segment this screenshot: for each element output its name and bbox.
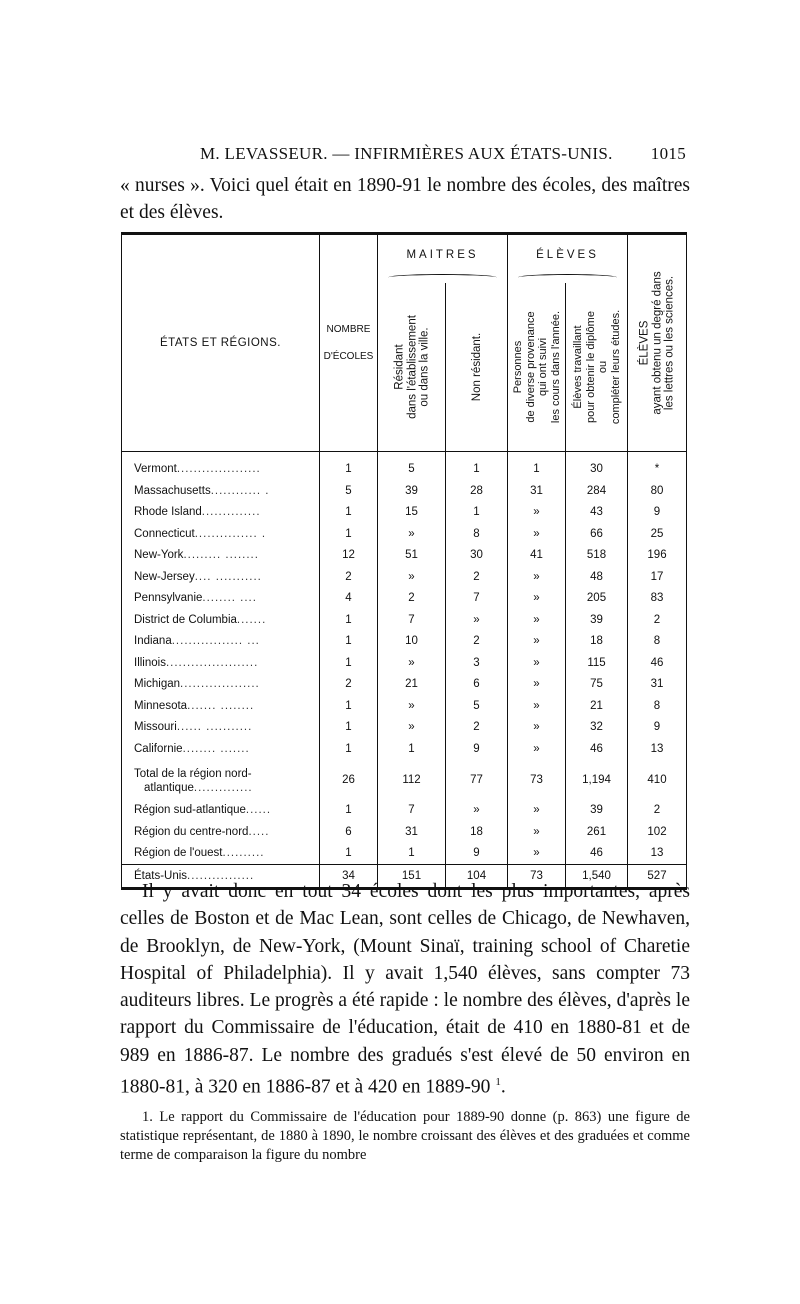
cell-maitres-non-resident: 104 bbox=[446, 865, 508, 889]
cell-eleves-personnes: » bbox=[508, 821, 566, 843]
table-row-californie bbox=[122, 738, 687, 760]
cell-eleves-personnes: » bbox=[508, 843, 566, 865]
cell-maitres-resident: » bbox=[378, 652, 446, 674]
row-label: District de Columbia....... bbox=[122, 609, 320, 631]
cell-eleves-travaillant: 48 bbox=[566, 566, 628, 588]
cell-ecoles: 1 bbox=[320, 738, 378, 760]
intro-paragraph: « nurses ». Voici quel était en 1890-91 le nombre des écoles, des maîtres et des élèves. bbox=[120, 175, 690, 223]
header-states-regions bbox=[122, 234, 320, 452]
cell-maitres-resident: 7 bbox=[378, 800, 446, 822]
cell-eleves-personnes: » bbox=[508, 631, 566, 653]
running-head-title: M. LEVASSEUR. — INFIRMIÈRES AUX ÉTATS-UNIS. bbox=[200, 144, 613, 163]
cell-eleves-personnes: » bbox=[508, 695, 566, 717]
table-row-sud-atlantique bbox=[122, 800, 687, 822]
table-row-ouest bbox=[122, 843, 687, 865]
header-travaillant-line2: pour obtenir le diplôme bbox=[584, 310, 596, 423]
cell-eleves-personnes: » bbox=[508, 523, 566, 545]
row-label: Massachusetts............ . bbox=[122, 480, 320, 502]
cell-eleves-degre: 17 bbox=[628, 566, 687, 588]
cell-maitres-non-resident: 2 bbox=[446, 631, 508, 653]
header-resident-line3: ou dans la ville. bbox=[417, 327, 430, 407]
cell-maitres-resident: » bbox=[378, 566, 446, 588]
cell-eleves-personnes: 73 bbox=[508, 865, 566, 889]
cell-eleves-degre: 2 bbox=[628, 609, 687, 631]
header-travaillant-line4: compléter leurs études. bbox=[609, 309, 621, 424]
cell-ecoles: 1 bbox=[320, 717, 378, 739]
cell-eleves-degre: 46 bbox=[628, 652, 687, 674]
statistics-table bbox=[121, 232, 687, 890]
cell-maitres-non-resident: 5 bbox=[446, 695, 508, 717]
cell-eleves-travaillant: 43 bbox=[566, 502, 628, 524]
table-row-michigan bbox=[122, 674, 687, 696]
cell-eleves-travaillant: 18 bbox=[566, 631, 628, 653]
cell-eleves-personnes: » bbox=[508, 502, 566, 524]
row-label: Illinois...................... bbox=[122, 652, 320, 674]
cell-ecoles: 1 bbox=[320, 800, 378, 822]
cell-eleves-personnes: 1 bbox=[508, 451, 566, 480]
header-travaillant-line1: Élèves travaillant bbox=[571, 325, 584, 409]
row-label: Pennsylvanie........ .... bbox=[122, 588, 320, 610]
cell-eleves-degre: 8 bbox=[628, 631, 687, 653]
footnote-text: 1. Le rapport du Commissaire de l'éducation pour 1889-90 donne (p. 863) une figure de statistique représentant, de 1880 à 1890, le nombre croissant des élèves et des graduées et comme terme de comparaison la figure du nombre bbox=[120, 1109, 690, 1163]
cell-maitres-non-resident: » bbox=[446, 800, 508, 822]
cell-eleves-personnes: 73 bbox=[508, 760, 566, 800]
cell-ecoles: 1 bbox=[320, 502, 378, 524]
header-degre-line2: ayant obtenu un degré dans bbox=[650, 271, 663, 415]
header-states-label: ÉTATS ET RÉGIONS. bbox=[160, 336, 281, 349]
cell-ecoles: 6 bbox=[320, 821, 378, 843]
cell-ecoles: 34 bbox=[320, 865, 378, 889]
cell-maitres-resident: 15 bbox=[378, 502, 446, 524]
body-paragraph: Il y avait donc en tout 34 écoles dont les plus importantes, après celles de Boston et de Mac Lean, sont celles de Chicago, de Newhaven, de Brooklyn, de New-York, (Mount Sinaï, training school of Charetie Hospital of Philadelphia). Il y avait 1,540 élèves, sans compter 73 auditeurs libres. Le progrès a été rapide : le nombre des élèves, d'après le rapport du Commissaire de l'éducation, était de 410 en 1880-81 et de 989 en 1886-87. Le nombre des gradués s'est élevé de 50 environ en 1880-81, à 320 en 1886-87 et à 420 en 1889-90 $^1$. bbox=[120, 881, 690, 1098]
cell-maitres-resident: 2 bbox=[378, 588, 446, 610]
row-label: Rhode Island.............. bbox=[122, 502, 320, 524]
header-nombre-line2: D'ÉCOLES bbox=[323, 350, 374, 362]
cell-eleves-personnes: » bbox=[508, 738, 566, 760]
brace-maitres bbox=[388, 274, 496, 281]
table-row-minnesota bbox=[122, 695, 687, 717]
cell-eleves-travaillant: 1,540 bbox=[566, 865, 628, 889]
cell-eleves-travaillant: 75 bbox=[566, 674, 628, 696]
cell-maitres-non-resident: 28 bbox=[446, 480, 508, 502]
cell-eleves-degre: 8 bbox=[628, 695, 687, 717]
cell-eleves-degre: 102 bbox=[628, 821, 687, 843]
cell-ecoles: 5 bbox=[320, 480, 378, 502]
cell-eleves-personnes: » bbox=[508, 800, 566, 822]
cell-eleves-travaillant: 46 bbox=[566, 738, 628, 760]
table-row-district-columbia bbox=[122, 609, 687, 631]
cell-eleves-degre: 9 bbox=[628, 502, 687, 524]
cell-eleves-travaillant: 32 bbox=[566, 717, 628, 739]
header-travaillant-line3: ou bbox=[596, 360, 609, 373]
cell-ecoles: 1 bbox=[320, 451, 378, 480]
table-row-indiana bbox=[122, 631, 687, 653]
cell-maitres-resident: 31 bbox=[378, 821, 446, 843]
body-paragraph-text: Il y avait donc en tout 34 écoles dont les plus importantes, après celles de Boston et de Mac Lean, sont celles de Chicago, de Newhaven, de Brooklyn, de New-York, (Mount Sinaï, training school of Charetie Hospital of Philadelphia). Il y avait 1,540 élèves, sans compter 73 auditeurs libres. Le progrès a été rapide : le nombre des élèves, d'après le rapport du Commissaire de l'éducation, était de 410 en 1880-81 et de 989 en 1886-87. Le nombre des gradués s'est élevé de 50 environ en 1880-81, à 320 en 1886-87 et à 420 en 1889-90 bbox=[120, 881, 690, 1098]
cell-maitres-non-resident: 6 bbox=[446, 674, 508, 696]
cell-eleves-degre: 410 bbox=[628, 760, 687, 800]
table-row-missouri bbox=[122, 717, 687, 739]
cell-maitres-resident: 5 bbox=[378, 451, 446, 480]
cell-maitres-non-resident: 9 bbox=[446, 738, 508, 760]
header-maitres-group bbox=[378, 234, 508, 284]
header-resident-line2: dans l'établissement bbox=[405, 314, 418, 419]
table-row-massachusetts bbox=[122, 480, 687, 502]
header-personnes-line2: de diverse provenance bbox=[524, 311, 536, 423]
cell-maitres-non-resident: 7 bbox=[446, 588, 508, 610]
header-maitres-label: MAITRES bbox=[406, 249, 479, 261]
table-row-new-york bbox=[122, 545, 687, 567]
table-row-connecticut bbox=[122, 523, 687, 545]
cell-eleves-degre: 13 bbox=[628, 843, 687, 865]
cell-eleves-degre: 2 bbox=[628, 800, 687, 822]
cell-eleves-travaillant: 284 bbox=[566, 480, 628, 502]
cell-maitres-non-resident: 1 bbox=[446, 451, 508, 480]
cell-eleves-degre: 83 bbox=[628, 588, 687, 610]
cell-eleves-degre: 31 bbox=[628, 674, 687, 696]
row-label: Michigan................... bbox=[122, 674, 320, 696]
header-personnes-line1: Personnes bbox=[511, 340, 524, 394]
header-resident-line1: Résidant bbox=[392, 344, 405, 390]
header-eleves-travaillant bbox=[566, 283, 628, 451]
header-non-resident-label: Non résidant. bbox=[470, 332, 483, 401]
row-label: Région sud-atlantique...... bbox=[122, 800, 320, 822]
row-label: Vermont.................... bbox=[122, 451, 320, 480]
cell-eleves-travaillant: 39 bbox=[566, 800, 628, 822]
cell-eleves-travaillant: 518 bbox=[566, 545, 628, 567]
cell-eleves-personnes: » bbox=[508, 609, 566, 631]
cell-ecoles: 1 bbox=[320, 695, 378, 717]
cell-eleves-personnes: 41 bbox=[508, 545, 566, 567]
cell-ecoles: 4 bbox=[320, 588, 378, 610]
cell-maitres-non-resident: 1 bbox=[446, 502, 508, 524]
cell-maitres-resident: 112 bbox=[378, 760, 446, 800]
cell-eleves-degre: 527 bbox=[628, 865, 687, 889]
row-label: Région de l'ouest.......... bbox=[122, 843, 320, 865]
footnote bbox=[120, 1108, 690, 1165]
footnote-reference: 1 bbox=[495, 1076, 501, 1089]
cell-eleves-personnes: » bbox=[508, 674, 566, 696]
table-row-vermont bbox=[122, 451, 687, 480]
cell-maitres-non-resident: 77 bbox=[446, 760, 508, 800]
cell-maitres-resident: 51 bbox=[378, 545, 446, 567]
header-personnes-line3: qui ont suivi bbox=[536, 337, 549, 396]
table-row-pennsylvanie bbox=[122, 588, 687, 610]
table-row-new-jersey bbox=[122, 566, 687, 588]
cell-ecoles: 1 bbox=[320, 652, 378, 674]
table-row-rhode-island bbox=[122, 502, 687, 524]
row-label: Connecticut............... . bbox=[122, 523, 320, 545]
cell-eleves-travaillant: 1,194 bbox=[566, 760, 628, 800]
row-label: New-York......... ........ bbox=[122, 545, 320, 567]
page-number: 1015 bbox=[650, 144, 686, 163]
row-label: Indiana................. ... bbox=[122, 631, 320, 653]
cell-maitres-resident: 1 bbox=[378, 843, 446, 865]
header-degre-line1: ÉLÈVES bbox=[638, 320, 651, 366]
cell-maitres-non-resident: » bbox=[446, 609, 508, 631]
cell-ecoles: 1 bbox=[320, 609, 378, 631]
cell-eleves-personnes: » bbox=[508, 566, 566, 588]
cell-maitres-non-resident: 2 bbox=[446, 566, 508, 588]
table-row-total-nord-atlantique bbox=[122, 760, 687, 800]
cell-eleves-travaillant: 66 bbox=[566, 523, 628, 545]
table-row-illinois bbox=[122, 652, 687, 674]
header-maitres-resident bbox=[378, 283, 446, 451]
row-label: Minnesota....... ........ bbox=[122, 695, 320, 717]
cell-eleves-degre: 9 bbox=[628, 717, 687, 739]
cell-eleves-travaillant: 30 bbox=[566, 451, 628, 480]
cell-maitres-non-resident: 9 bbox=[446, 843, 508, 865]
cell-maitres-resident: » bbox=[378, 695, 446, 717]
brace-eleves bbox=[518, 274, 618, 281]
row-label: New-Jersey.... ........... bbox=[122, 566, 320, 588]
cell-ecoles: 2 bbox=[320, 566, 378, 588]
cell-maitres-non-resident: 2 bbox=[446, 717, 508, 739]
cell-maitres-resident: » bbox=[378, 523, 446, 545]
row-label: États-Unis................ bbox=[122, 865, 320, 889]
cell-eleves-travaillant: 115 bbox=[566, 652, 628, 674]
cell-eleves-degre: 13 bbox=[628, 738, 687, 760]
cell-maitres-resident: 10 bbox=[378, 631, 446, 653]
header-eleves-label: ÉLÈVES bbox=[536, 249, 599, 261]
cell-eleves-travaillant: 205 bbox=[566, 588, 628, 610]
cell-maitres-non-resident: 3 bbox=[446, 652, 508, 674]
row-label: Total de la région nord- atlantique.............. bbox=[122, 760, 320, 800]
cell-eleves-travaillant: 261 bbox=[566, 821, 628, 843]
cell-eleves-travaillant: 46 bbox=[566, 843, 628, 865]
header-nombre-line1: NOMBRE bbox=[326, 323, 371, 335]
cell-eleves-degre: * bbox=[628, 451, 687, 480]
cell-eleves-personnes: 31 bbox=[508, 480, 566, 502]
header-eleves-personnes bbox=[508, 283, 566, 451]
cell-eleves-personnes: » bbox=[508, 588, 566, 610]
cell-eleves-degre: 25 bbox=[628, 523, 687, 545]
header-personnes-line4: les cours dans l'année. bbox=[549, 310, 561, 423]
cell-maitres-resident: 39 bbox=[378, 480, 446, 502]
row-label: Missouri...... ........... bbox=[122, 717, 320, 739]
cell-ecoles: 1 bbox=[320, 631, 378, 653]
cell-maitres-resident: 7 bbox=[378, 609, 446, 631]
cell-maitres-non-resident: 18 bbox=[446, 821, 508, 843]
header-eleves-group bbox=[508, 234, 628, 284]
cell-eleves-personnes: » bbox=[508, 652, 566, 674]
cell-ecoles: 1 bbox=[320, 843, 378, 865]
cell-eleves-travaillant: 39 bbox=[566, 609, 628, 631]
cell-maitres-resident: 21 bbox=[378, 674, 446, 696]
cell-ecoles: 26 bbox=[320, 760, 378, 800]
cell-maitres-resident: 151 bbox=[378, 865, 446, 889]
cell-eleves-degre: 196 bbox=[628, 545, 687, 567]
cell-eleves-personnes: » bbox=[508, 717, 566, 739]
cell-eleves-degre: 80 bbox=[628, 480, 687, 502]
header-eleves-degre bbox=[628, 234, 687, 452]
header-maitres-non-resident bbox=[446, 283, 508, 451]
cell-maitres-non-resident: 30 bbox=[446, 545, 508, 567]
row-label: Californie........ ....... bbox=[122, 738, 320, 760]
row-label: Région du centre-nord..... bbox=[122, 821, 320, 843]
header-degre-line3: les lettres ou les sciences. bbox=[663, 275, 676, 410]
cell-ecoles: 2 bbox=[320, 674, 378, 696]
cell-ecoles: 12 bbox=[320, 545, 378, 567]
cell-maitres-resident: » bbox=[378, 717, 446, 739]
cell-maitres-resident: 1 bbox=[378, 738, 446, 760]
cell-ecoles: 1 bbox=[320, 523, 378, 545]
cell-maitres-non-resident: 8 bbox=[446, 523, 508, 545]
table-row-centre-nord bbox=[122, 821, 687, 843]
header-nombre-ecoles bbox=[320, 234, 378, 452]
cell-eleves-travaillant: 21 bbox=[566, 695, 628, 717]
